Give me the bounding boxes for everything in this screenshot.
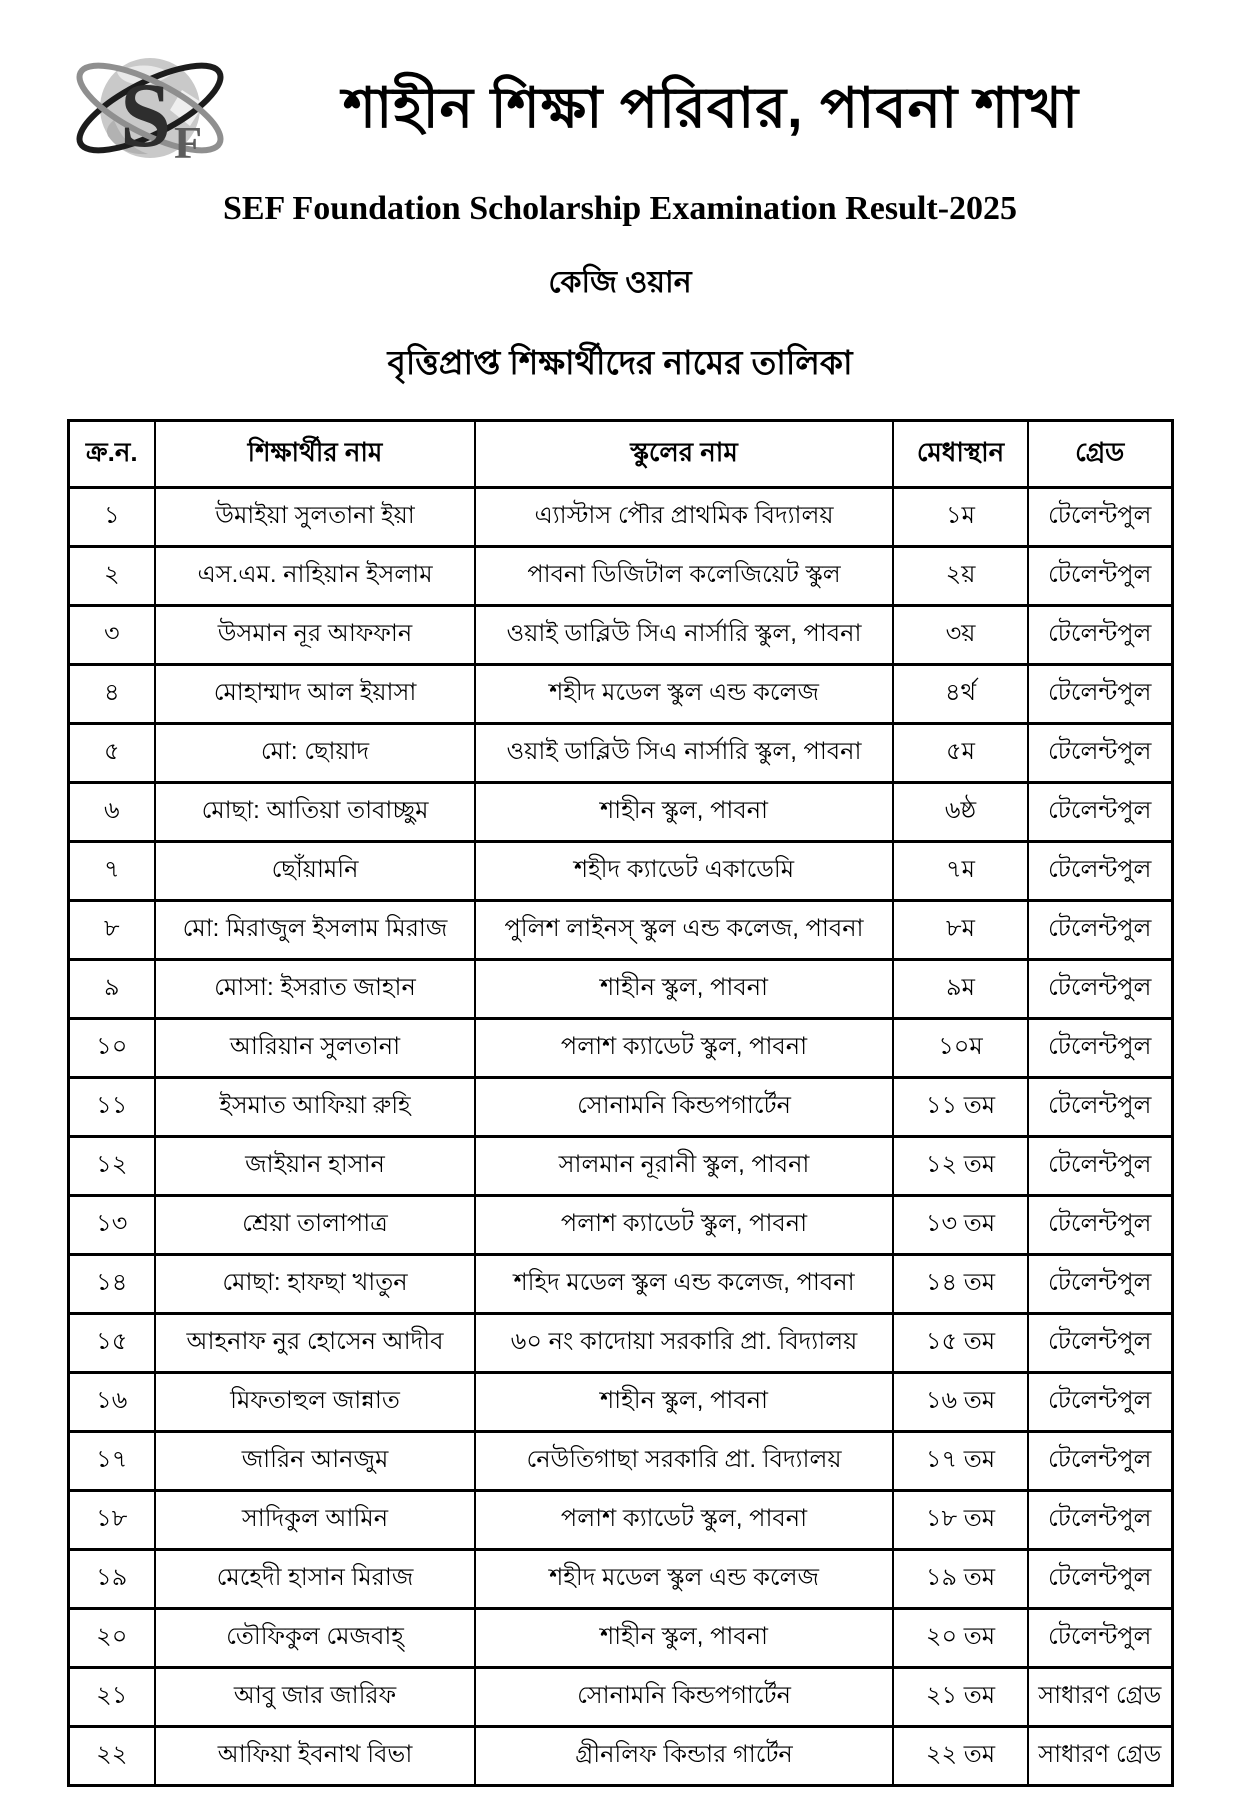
school-name-cell: সালমান নূরানী স্কুল, পাবনা xyxy=(475,1137,893,1196)
grade-cell: টেলেন্টপুল xyxy=(1028,1373,1172,1432)
class-title: কেজি ওয়ান xyxy=(548,266,692,299)
merit-position-cell: ৭ম xyxy=(893,842,1028,901)
table-row xyxy=(68,547,1172,606)
merit-position-cell: ১১ তম xyxy=(893,1078,1028,1137)
merit-position-cell: ৪র্থ xyxy=(893,665,1028,724)
column-header-grade: গ্রেড xyxy=(1028,421,1172,488)
grade-cell: টেলেন্টপুল xyxy=(1028,606,1172,665)
student-name-cell: আহনাফ নুর হোসেন আদীব xyxy=(155,1314,475,1373)
student-name-cell: মিফতাহুল জান্নাত xyxy=(155,1373,475,1432)
school-name-cell: ওয়াই ডাব্লিউ সিএ নার্সারি স্কুল, পাবনা xyxy=(475,724,893,783)
merit-position-cell: ৯ম xyxy=(893,960,1028,1019)
serial-cell: ১ xyxy=(68,488,155,547)
student-name-cell: ছোঁয়ামনি xyxy=(155,842,475,901)
student-name-cell: সাদিকুল আমিন xyxy=(155,1491,475,1550)
serial-cell: ১৭ xyxy=(68,1432,155,1491)
list-title: বৃত্তিপ্রাপ্ত শিক্ষার্থীদের নামের তালিকা xyxy=(387,344,853,381)
grade-cell: টেলেন্টপুল xyxy=(1028,665,1172,724)
school-name-cell: শাহীন স্কুল, পাবনা xyxy=(475,1609,893,1668)
student-name-cell: মো: ছোয়াদ xyxy=(155,724,475,783)
main-title: SEF Foundation Scholarship Examination Result-2025 xyxy=(222,190,1018,227)
results-table-head xyxy=(68,421,1172,488)
school-name-cell: শহীদ ক্যাডেট একাডেমি xyxy=(475,842,893,901)
student-name-cell: উমাইয়া সুলতানা ইয়া xyxy=(155,488,475,547)
table-row xyxy=(68,842,1172,901)
table-row xyxy=(68,1491,1172,1550)
merit-position-cell: ১০ম xyxy=(893,1019,1028,1078)
grade-cell: টেলেন্টপুল xyxy=(1028,1432,1172,1491)
merit-position-cell: ১৩ তম xyxy=(893,1196,1028,1255)
school-name-cell: শাহীন স্কুল, পাবনা xyxy=(475,960,893,1019)
grade-cell: টেলেন্টপুল xyxy=(1028,842,1172,901)
school-name-cell: শহিদ মডেল স্কুল এন্ড কলেজ, পাবনা xyxy=(475,1255,893,1314)
merit-position-cell: ১৯ তম xyxy=(893,1550,1028,1609)
grade-cell: সাধারণ গ্রেড xyxy=(1028,1727,1172,1786)
grade-cell: টেলেন্টপুল xyxy=(1028,1255,1172,1314)
org-title: শাহীন শিক্ষা পরিবার, পাবনা শাখা xyxy=(342,76,1080,140)
table-row xyxy=(68,665,1172,724)
merit-position-cell: ১৭ তম xyxy=(893,1432,1028,1491)
serial-cell: ১৫ xyxy=(68,1314,155,1373)
column-header-student-name: শিক্ষার্থীর নাম xyxy=(155,421,475,488)
serial-cell: ৪ xyxy=(68,665,155,724)
school-name-cell: শাহীন স্কুল, পাবনা xyxy=(475,1373,893,1432)
school-name-cell: পলাশ ক্যাডেট স্কুল, পাবনা xyxy=(475,1491,893,1550)
student-name-cell: এস.এম. নাহিয়ান ইসলাম xyxy=(155,547,475,606)
student-name-cell: মো: মিরাজুল ইসলাম মিরাজ xyxy=(155,901,475,960)
table-row xyxy=(68,783,1172,842)
school-name-cell: পলাশ ক্যাডেট স্কুল, পাবনা xyxy=(475,1196,893,1255)
serial-cell: ২০ xyxy=(68,1609,155,1668)
serial-cell: ৩ xyxy=(68,606,155,665)
school-name-cell: ওয়াই ডাব্লিউ সিএ নার্সারি স্কুল, পাবনা xyxy=(475,606,893,665)
student-name-cell: তৌফিকুল মেজবাহ্ xyxy=(155,1609,475,1668)
table-row xyxy=(68,1255,1172,1314)
merit-position-cell: ৮ম xyxy=(893,901,1028,960)
serial-cell: ১৩ xyxy=(68,1196,155,1255)
serial-cell: ১৪ xyxy=(68,1255,155,1314)
student-name-cell: ইসমাত আফিয়া রুহি xyxy=(155,1078,475,1137)
student-name-cell: উসমান নূর আফফান xyxy=(155,606,475,665)
logo-letter-s: S xyxy=(120,64,172,166)
masthead xyxy=(62,42,1180,174)
school-name-cell: পাবনা ডিজিটাল কলেজিয়েট স্কুল xyxy=(475,547,893,606)
school-name-cell: সোনামনি কিন্ডপগার্টেন xyxy=(475,1668,893,1727)
grade-cell: টেলেন্টপুল xyxy=(1028,960,1172,1019)
grade-cell: টেলেন্টপুল xyxy=(1028,1609,1172,1668)
school-name-cell: শহীদ মডেল স্কুল এন্ড কলেজ xyxy=(475,665,893,724)
student-name-cell: মোহাম্মাদ আল ইয়াসা xyxy=(155,665,475,724)
school-name-cell: ৬০ নং কাদোয়া সরকারি প্রা. বিদ্যালয় xyxy=(475,1314,893,1373)
student-name-cell: আবু জার জারিফ xyxy=(155,1668,475,1727)
globe-orbit-icon xyxy=(62,42,242,174)
school-name-cell: শহীদ মডেল স্কুল এন্ড কলেজ xyxy=(475,1550,893,1609)
serial-cell: ২১ xyxy=(68,1668,155,1727)
grade-cell: টেলেন্টপুল xyxy=(1028,547,1172,606)
merit-position-cell: ৩য় xyxy=(893,606,1028,665)
school-name-cell: সোনামনি কিন্ডপগার্টেন xyxy=(475,1078,893,1137)
merit-position-cell: ১২ তম xyxy=(893,1137,1028,1196)
school-name-cell: শাহীন স্কুল, পাবনা xyxy=(475,783,893,842)
serial-cell: ৯ xyxy=(68,960,155,1019)
grade-cell: টেলেন্টপুল xyxy=(1028,1078,1172,1137)
serial-cell: ১২ xyxy=(68,1137,155,1196)
student-name-cell: মোছা: হাফছা খাতুন xyxy=(155,1255,475,1314)
table-row xyxy=(68,488,1172,547)
serial-cell: ১১ xyxy=(68,1078,155,1137)
merit-position-cell: ২২ তম xyxy=(893,1727,1028,1786)
serial-cell: ১৮ xyxy=(68,1491,155,1550)
school-name-cell: নেউতিগাছা সরকারি প্রা. বিদ্যালয় xyxy=(475,1432,893,1491)
table-row xyxy=(68,960,1172,1019)
table-row xyxy=(68,1137,1172,1196)
serial-cell: ৮ xyxy=(68,901,155,960)
table-row xyxy=(68,1314,1172,1373)
grade-cell: টেলেন্টপুল xyxy=(1028,1196,1172,1255)
grade-cell: টেলেন্টপুল xyxy=(1028,488,1172,547)
serial-cell: ৫ xyxy=(68,724,155,783)
table-row xyxy=(68,1373,1172,1432)
results-table-body xyxy=(68,488,1172,1786)
merit-position-cell: ৫ম xyxy=(893,724,1028,783)
logo-letter-f: F xyxy=(174,117,203,168)
student-name-cell: আফিয়া ইবনাথ বিভা xyxy=(155,1727,475,1786)
student-name-cell: মোছা: আতিয়া তাবাচ্ছুম xyxy=(155,783,475,842)
merit-position-cell: ১৮ তম xyxy=(893,1491,1028,1550)
merit-position-cell: ২০ তম xyxy=(893,1609,1028,1668)
grade-cell: টেলেন্টপুল xyxy=(1028,1550,1172,1609)
serial-cell: ২২ xyxy=(68,1727,155,1786)
grade-cell: টেলেন্টপুল xyxy=(1028,1491,1172,1550)
student-name-cell: মোসা: ইসরাত জাহান xyxy=(155,960,475,1019)
table-row xyxy=(68,1432,1172,1491)
serial-cell: ৬ xyxy=(68,783,155,842)
column-header-merit-position: মেধাস্থান xyxy=(893,421,1028,488)
table-row xyxy=(68,1609,1172,1668)
merit-position-cell: ২১ তম xyxy=(893,1668,1028,1727)
table-row xyxy=(68,901,1172,960)
column-header-school-name: স্কুলের নাম xyxy=(475,421,893,488)
student-name-cell: শ্রেয়া তালাপাত্র xyxy=(155,1196,475,1255)
school-name-cell: পলাশ ক্যাডেট স্কুল, পাবনা xyxy=(475,1019,893,1078)
table-row xyxy=(68,1550,1172,1609)
school-name-cell: এ্যাস্টাস পৌর প্রাথমিক বিদ্যালয় xyxy=(475,488,893,547)
student-name-cell: জারিন আনজুম xyxy=(155,1432,475,1491)
column-header-serial: ক্র.ন. xyxy=(68,421,155,488)
table-row xyxy=(68,1727,1172,1786)
table-row xyxy=(68,724,1172,783)
serial-cell: ১০ xyxy=(68,1019,155,1078)
grade-cell: টেলেন্টপুল xyxy=(1028,783,1172,842)
table-row xyxy=(68,1668,1172,1727)
school-name-cell: পুলিশ লাইনস্ স্কুল এন্ড কলেজ, পাবনা xyxy=(475,901,893,960)
grade-cell: টেলেন্টপুল xyxy=(1028,1137,1172,1196)
grade-cell: টেলেন্টপুল xyxy=(1028,901,1172,960)
serial-cell: ১৬ xyxy=(68,1373,155,1432)
school-name-cell: গ্রীনলিফ কিন্ডার গার্টেন xyxy=(475,1727,893,1786)
table-row xyxy=(68,1078,1172,1137)
merit-position-cell: ১ম xyxy=(893,488,1028,547)
merit-position-cell: ৬ষ্ঠ xyxy=(893,783,1028,842)
serial-cell: ২ xyxy=(68,547,155,606)
merit-position-cell: ১৫ তম xyxy=(893,1314,1028,1373)
merit-position-cell: ১৪ তম xyxy=(893,1255,1028,1314)
grade-cell: টেলেন্টপুল xyxy=(1028,1019,1172,1078)
sef-logo xyxy=(62,42,242,174)
grade-cell: সাধারণ গ্রেড xyxy=(1028,1668,1172,1727)
student-name-cell: জাইয়ান হাসান xyxy=(155,1137,475,1196)
results-table xyxy=(67,419,1174,1787)
merit-position-cell: ১৬ তম xyxy=(893,1373,1028,1432)
grade-cell: টেলেন্টপুল xyxy=(1028,724,1172,783)
table-row xyxy=(68,606,1172,665)
header-row xyxy=(68,421,1172,488)
table-row xyxy=(68,1019,1172,1078)
serial-cell: ১৯ xyxy=(68,1550,155,1609)
result-document xyxy=(0,42,1240,1796)
table-row xyxy=(68,1196,1172,1255)
serial-cell: ৭ xyxy=(68,842,155,901)
merit-position-cell: ২য় xyxy=(893,547,1028,606)
student-name-cell: আরিয়ান সুলতানা xyxy=(155,1019,475,1078)
student-name-cell: মেহেদী হাসান মিরাজ xyxy=(155,1550,475,1609)
grade-cell: টেলেন্টপুল xyxy=(1028,1314,1172,1373)
